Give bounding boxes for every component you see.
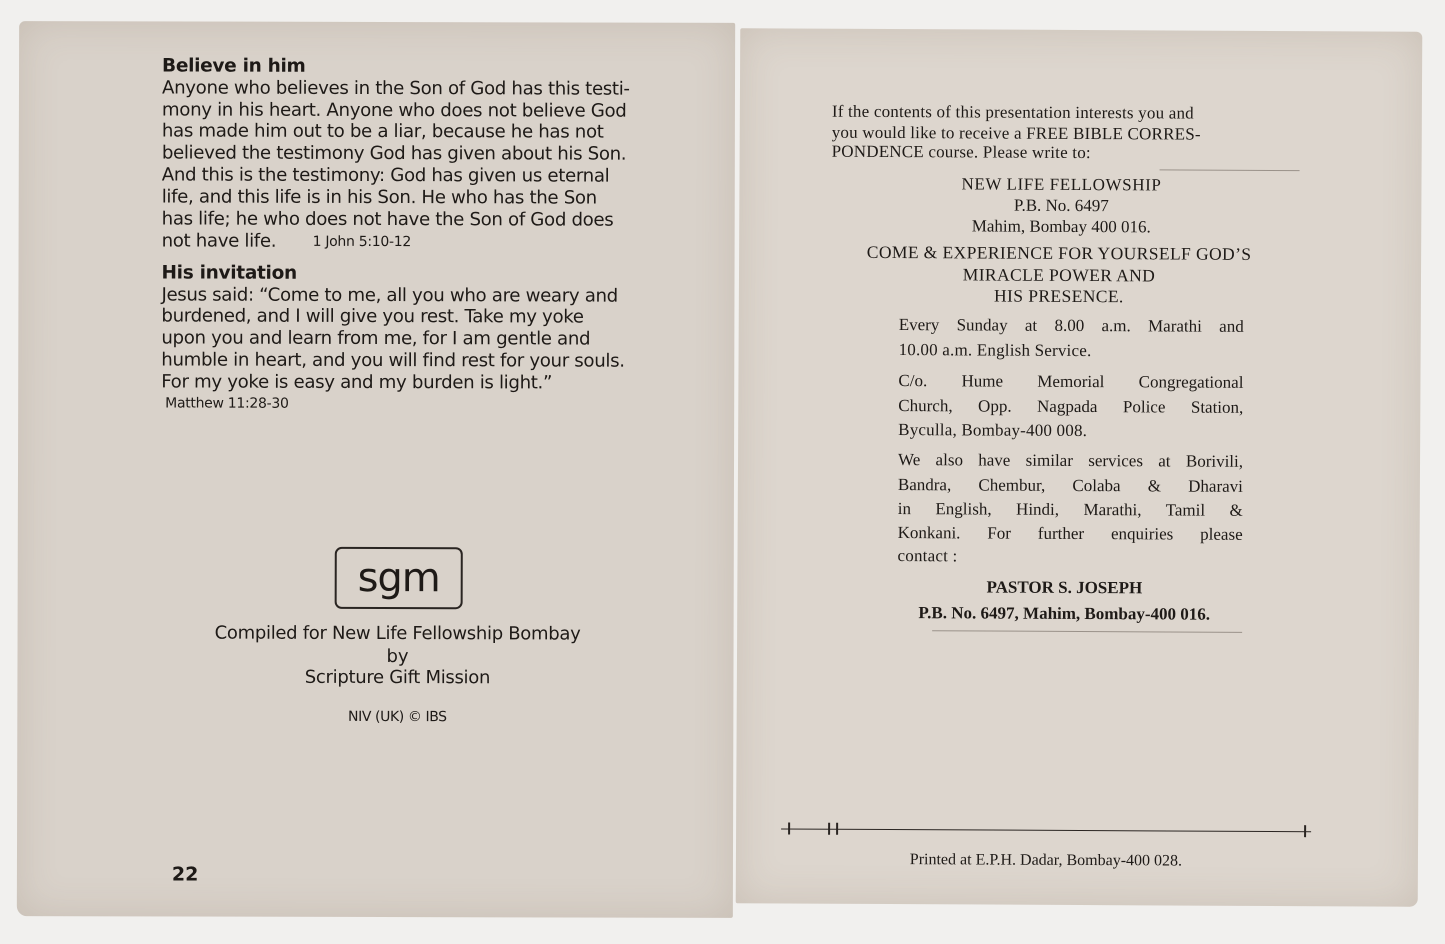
body-line: Anyone who believes in the Son of God has this testi- — [161, 77, 630, 100]
rule-tick — [836, 823, 838, 835]
scripture-reference: Matthew 11:28-30 — [165, 395, 289, 412]
body-line: upon you and learn from me, for I am gentle and — [161, 327, 591, 350]
rule-tick — [828, 823, 830, 835]
printer-credit: Printed at E.P.H. Dadar, Bombay-400 028. — [909, 851, 1183, 870]
copyright: NIV (UK) © IBS — [348, 708, 447, 726]
section-heading-invitation: His invitation — [161, 262, 297, 284]
intro-line: you would like to receive a FREE BIBLE CORRES- — [831, 122, 1201, 144]
contact-name: PASTOR S. JOSEPH — [986, 577, 1143, 598]
other-services-line: contact : — [897, 546, 958, 566]
address-line: P.B. No. 6497 — [1013, 195, 1109, 216]
credit-line: Scripture Gift Mission — [304, 666, 491, 689]
call-line: MIRACLE POWER AND — [962, 264, 1156, 286]
credit-line: by — [386, 646, 409, 668]
other-services-line: We also have similar services at Borivili, — [897, 450, 1244, 471]
divider — [1160, 169, 1300, 171]
contact-address: P.B. No. 6497, Mahim, Bombay-400 016. — [918, 603, 1211, 624]
credit-line: Compiled for New Life Fellowship Bombay — [214, 622, 581, 645]
venue-line: Church, Opp. Nagpada Police Station, — [898, 396, 1244, 417]
body-line: humble in heart, and you will find rest for your souls. — [161, 349, 625, 372]
sgm-logo: sgm — [335, 547, 463, 609]
body-line: has life; he who does not have the Son of God does — [161, 208, 614, 231]
body-line: life, and this life is in his Son. He who has the Son — [161, 186, 597, 209]
footer-rule — [781, 828, 1311, 832]
address-line: NEW LIFE FELLOWSHIP — [961, 174, 1162, 195]
call-line: COME & EXPERIENCE FOR YOURSELF GOD’S — [866, 241, 1252, 264]
other-services-line: Bandra, Chembur, Colaba & Dharavi — [897, 475, 1243, 496]
body-line: has made him out to be a liar, because he has not — [161, 120, 604, 143]
left-page — [17, 21, 735, 918]
address-line: Mahim, Bombay 400 016. — [971, 216, 1151, 237]
service-line: Every Sunday at 8.00 a.m. Marathi and — [898, 315, 1244, 336]
scripture-reference: 1 John 5:10-12 — [312, 233, 411, 251]
body-line: believed the testimony God has given about his Son. — [161, 142, 627, 165]
rule-tick — [788, 822, 790, 834]
intro-line: If the contents of this presentation interests you and — [831, 101, 1194, 123]
body-line: Jesus said: “Come to me, all you who are weary and — [161, 284, 618, 307]
body-line: For my yoke is easy and my burden is light.” — [161, 371, 553, 394]
other-services-line: in English, Hindi, Marathi, Tamil & — [897, 499, 1243, 520]
intro-line: PONDENCE course. Please write to: — [831, 141, 1091, 163]
section-heading-believe: Believe in him — [162, 55, 306, 77]
service-line: 10.00 a.m. English Service. — [898, 340, 1092, 361]
right-page — [736, 28, 1423, 907]
body-line: And this is the testimony: God has given us eternal — [161, 164, 610, 187]
body-line: mony in his heart. Anyone who does not believe God — [161, 99, 627, 122]
divider — [932, 630, 1242, 633]
page-number: 22 — [171, 863, 199, 886]
venue-line: Byculla, Bombay-400 008. — [898, 420, 1088, 441]
call-line: HIS PRESENCE. — [994, 285, 1124, 307]
other-services-line: Konkani. For further enquiries please — [897, 523, 1243, 544]
venue-line: C/o. Hume Memorial Congregational — [898, 371, 1244, 392]
rule-tick — [1304, 825, 1306, 837]
body-line: not have life. — [161, 230, 277, 252]
body-line: burdened, and I will give you rest. Take my yoke — [161, 305, 584, 328]
